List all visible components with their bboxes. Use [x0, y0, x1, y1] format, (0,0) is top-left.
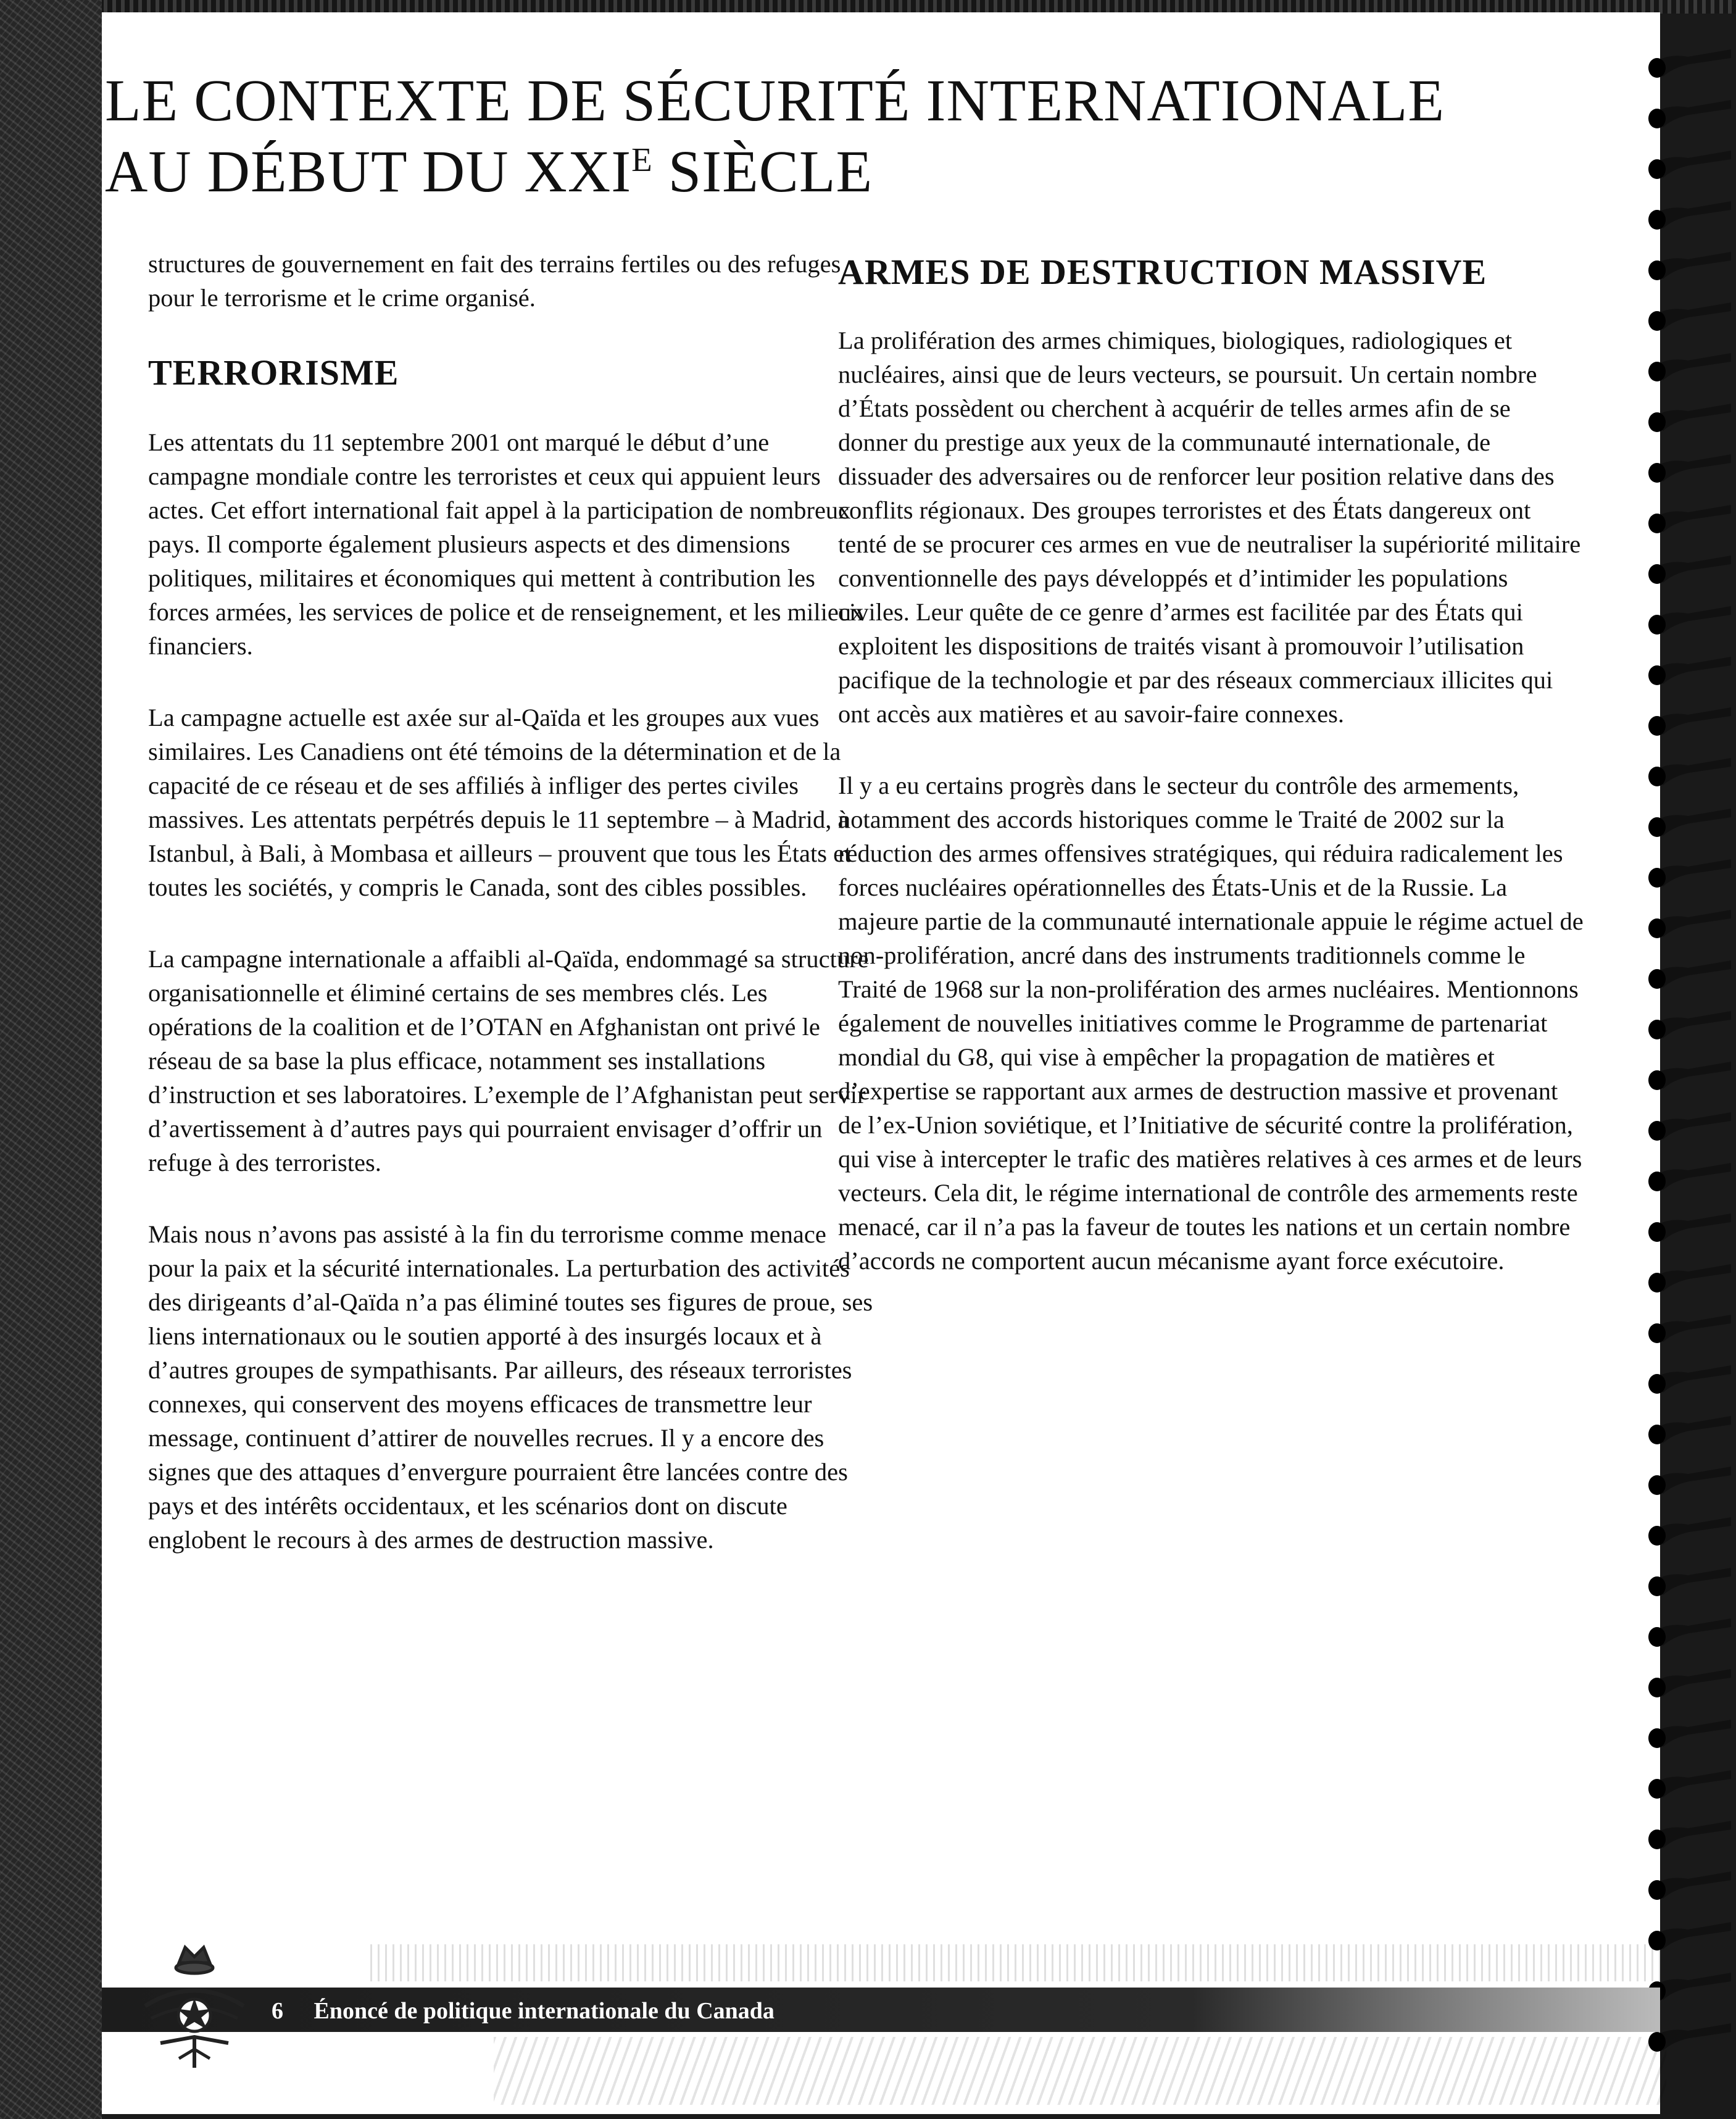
- footer-texture: [370, 1944, 1666, 1981]
- binding-hole: [1648, 615, 1666, 635]
- binding-hole: [1648, 159, 1666, 179]
- section-heading-wmd: ARMES DE DESTRUCTION MASSIVE: [838, 252, 1487, 292]
- binding-hole: [1648, 514, 1666, 533]
- body-paragraph: La campagne actuelle est axée sur al-Qaïda et les groupes aux vues similaires. Les Canadiens ont été témoins de la détermination et de la capacité de ce réseau et de ses affiliés à infliger des pertes civiles massives. Les attentats perpétrés depuis le 11 septembre – à Madrid, à Istanbul, à Bali, à Mombasa et ailleurs – prouvent que tous les États et toutes les sociétés, y compris le Canada, sont des cibles possibles.: [148, 704, 852, 901]
- binding-hole: [1648, 564, 1666, 584]
- footer-text: [272, 1999, 775, 2023]
- binding-hole: [1648, 311, 1666, 331]
- publication-title: Énoncé de politique internationale du Canada: [314, 1998, 775, 2024]
- title-line-1: LE CONTEXTE DE SÉCURITÉ INTERNATIONALE: [105, 67, 1445, 133]
- binding-hole: [1648, 1526, 1666, 1546]
- footer-texture-lower: [494, 2037, 1666, 2105]
- binding-hole: [1648, 1425, 1666, 1444]
- binding-hole: [1648, 1576, 1666, 1596]
- right-column: [838, 252, 1585, 1315]
- binding-hole: [1648, 1779, 1666, 1799]
- body-paragraph: Les attentats du 11 septembre 2001 ont marqué le début d’une campagne mondiale contre les terroristes et ceux qui appuient leurs actes. Cet effort international fait appel à la participation de nombreux pays. Il comporte également plusieurs aspects et des dimensions politiques, militaires et économiques qui mettent à contribution les forces armées, les services de police et de renseignement, et les milieux financiers.: [148, 428, 864, 660]
- intro-paragraph: structures de gouvernement en fait des terrains fertiles ou des refuges pour le terrorisme et le crime organisé.: [148, 250, 841, 312]
- binding-hole: [1648, 1070, 1666, 1090]
- title-line-2-end: SIÈCLE: [652, 138, 873, 204]
- section-heading-terrorism: TERRORISME: [148, 352, 399, 393]
- binding-hole: [1648, 767, 1666, 786]
- binding-hole: [1648, 716, 1666, 736]
- title-line-2: [105, 138, 873, 204]
- binding-hole: [1648, 1222, 1666, 1242]
- body-paragraph: La campagne internationale a affaibli al-Qaïda, endommagé sa structure organisationnelle et éliminé certains de ses membres clés. Les opérations de la coalition et de l’OTAN en Afghanistan ont privé le réseau de sa base la plus efficace, notamment ses installations d’instruction et ses laboratoires. L’exemple de l’Afghanistan peut servir d’avertissement à d’autres pays qui pourraient envisager d’offrir un refuge à des terroristes.: [148, 945, 869, 1176]
- page-number: 6: [272, 1998, 283, 2024]
- binding-hole: [1648, 58, 1666, 78]
- binding-hole: [1648, 1880, 1666, 1900]
- left-column: [148, 247, 876, 1594]
- title-line-2-text: AU DÉBUT DU XXI: [105, 138, 632, 204]
- binding-hole: [1648, 1830, 1666, 1849]
- binding-hole: [1648, 1172, 1666, 1191]
- scan-top-edge: [0, 0, 1736, 14]
- binding-hole: [1648, 1475, 1666, 1495]
- binding-hole: [1648, 1728, 1666, 1748]
- crest-icon: [136, 1938, 253, 2074]
- binding-hole: [1648, 817, 1666, 837]
- binding-hole: [1648, 362, 1666, 381]
- binding-hole: [1648, 463, 1666, 483]
- body-paragraph: Il y a eu certains progrès dans le secteur du contrôle des armements, notamment des accords historiques comme le Traité de 2002 sur la réduction des armes offensives stratégiques, qui réduira radicalement les forces nucléaires opérationnelles des États-Unis et de la Russie. La majeure partie de la communauté internationale appuie le régime actuel de non-prolifération, ancré dans des instruments traditionnels comme le Traité de 1968 sur la non-prolifération des armes nucléaires. Mentionnons également de nouvelles initiatives comme le Programme de partenariat mondial du G8, qui vise à empêcher la propagation de matières et d’expertise se rapportant aux armes de destruction massive et provenant de l’ex-Union soviétique, et l’Initiative de sécurité contre la prolifération, qui vise à intercepter le trafic des matières relatives à ces armes et de leurs vecteurs. Cela dit, le régime international de contrôle des armements reste menacé, car il n’a pas la faveur de toutes les nations et un certain nombre d’accords ne comportent aucun mécanisme ayant force exécutoire.: [838, 772, 1584, 1275]
- binding-hole: [1648, 260, 1666, 280]
- binding-hole: [1648, 918, 1666, 938]
- body-paragraph: La prolifération des armes chimiques, biologiques, radiologiques et nucléaires, ainsi que de leurs vecteurs, se poursuit. Un certain nombre d’États possèdent ou cherchent à acquérir de telles armes afin de se donner du prestige aux yeux de la communauté internationale, de dissuader des adversaires ou de renforcer leur position relative dans des conflits régionaux. Des groupes terroristes et des États dangereux ont tenté de se procurer ces armes en vue de neutraliser la supériorité militaire conventionnelle des pays développés et d’intimider les populations civiles. Leur quête de ce genre d’armes est facilitée par des États qui exploitent les dispositions de traités visant à promouvoir l’utilisation pacifique de la technologie et par des réseaux commerciaux illicites qui ont accès aux matières et au savoir-faire connexes.: [838, 327, 1581, 728]
- body-paragraph: Mais nous n’avons pas assisté à la fin du terrorisme comme menace pour la paix et la sécurité internationales. La perturbation des activités des dirigeants d’al-Qaïda n’a pas éliminé toutes ses figures de proue, ses liens internationaux ou le soutien apporté à des insurgés locaux et à d’autres groupes de sympathisants. Par ailleurs, des réseaux terroristes connexes, qui conservent des moyens efficaces de transmettre leur message, continuent d’attirer de nouvelles recrues. Il y a encore des signes que des attaques d’envergure pourraient être lancées contre des pays et des intérêts occidentaux, et les scénarios dont on discute englobent le recours à des armes de destruction massive.: [148, 1220, 873, 1554]
- binding-hole: [1648, 1121, 1666, 1141]
- binding-hole: [1648, 969, 1666, 989]
- binding-hole: [1648, 1323, 1666, 1343]
- scan-left-edge: [0, 0, 102, 2119]
- binding-hole: [1648, 210, 1666, 230]
- binding-hole: [1648, 1273, 1666, 1293]
- page-title: [105, 65, 1493, 207]
- binding-hole: [1648, 412, 1666, 432]
- title-superscript: E: [631, 141, 653, 178]
- binding-hole: [1648, 1627, 1666, 1647]
- binding-hole: [1648, 109, 1666, 128]
- binding-hole: [1648, 1374, 1666, 1394]
- binding-hole: [1648, 665, 1666, 685]
- binding-hole: [1648, 1020, 1666, 1039]
- binding-hole: [1648, 1678, 1666, 1697]
- binding-hole: [1648, 868, 1666, 888]
- spiral-binding: [1638, 25, 1736, 2119]
